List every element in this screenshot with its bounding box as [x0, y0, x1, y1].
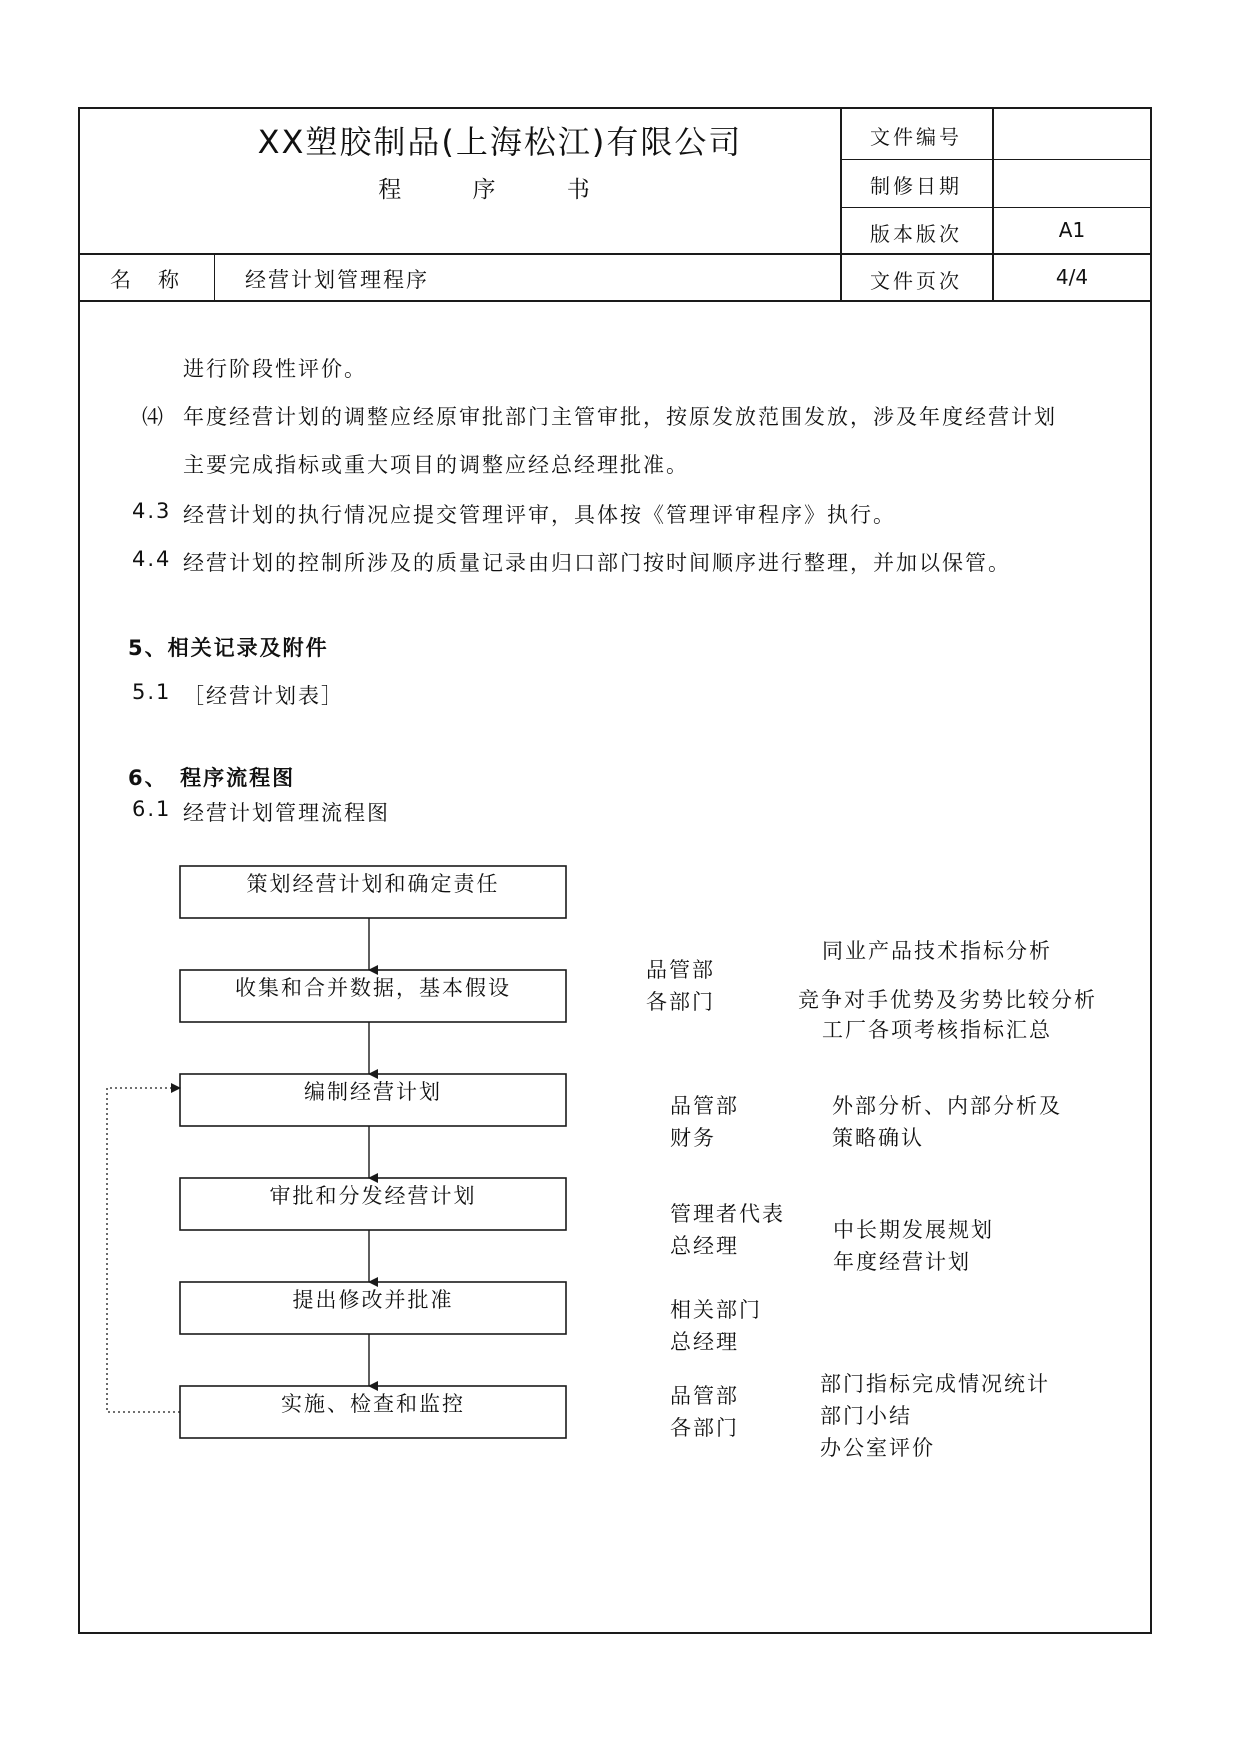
section-4-4-text: 经营计划的控制所涉及的质量记录由归口部门按时间顺序进行整理，并加以保管。 [183, 551, 1011, 575]
section-5-heading: 5、相关记录及附件 [128, 636, 329, 660]
flow-step-6: 实施、检查和监控 [281, 1392, 465, 1416]
page-number-value: 4/4 [1055, 265, 1089, 289]
output-3-line1: 中长期发展规划 [833, 1218, 994, 1242]
flow-step-2: 收集和合并数据，基本假设 [235, 976, 511, 1000]
output-2-line2: 策略确认 [832, 1126, 924, 1150]
page-number-label: 文件页次 [870, 269, 962, 293]
name-label: 名 称 [110, 268, 182, 292]
output-4-line3: 办公室评价 [820, 1436, 935, 1460]
section-6-1-number: 6.1 [132, 797, 172, 821]
version-label: 版本版次 [870, 222, 962, 246]
responsible-1-line2: 各部门 [646, 990, 715, 1014]
paragraph-continuation: 进行阶段性评价。 [183, 357, 367, 381]
version-value: A1 [1058, 218, 1086, 242]
name-value: 经营计划管理程序 [245, 268, 429, 292]
responsible-4-line2: 总经理 [670, 1330, 739, 1354]
revision-date-label: 制修日期 [870, 174, 962, 198]
section-6-heading: 6、 程序流程图 [128, 766, 296, 790]
responsible-4-line1: 相关部门 [670, 1298, 762, 1322]
company-name: XX塑胶制品(上海松江)有限公司 [257, 123, 743, 161]
output-1-line1: 同业产品技术指标分析 [822, 939, 1052, 963]
output-1-line2: 竞争对手优势及劣势比较分析 [798, 988, 1097, 1012]
responsible-2-line1: 品管部 [670, 1094, 739, 1118]
feedback-loop-arrow [107, 1088, 180, 1412]
section-5-1-text: ［经营计划表］ [183, 684, 344, 708]
responsible-3-line2: 总经理 [670, 1234, 739, 1258]
document-type: 程 序 书 [378, 177, 622, 203]
flow-step-3: 编制经营计划 [304, 1080, 442, 1104]
output-4-line2: 部门小结 [820, 1404, 912, 1428]
output-3-line2: 年度经营计划 [833, 1250, 971, 1274]
output-4-line1: 部门指标完成情况统计 [820, 1372, 1050, 1396]
item-4-line2: 主要完成指标或重大项目的调整应经总经理批准。 [183, 453, 689, 477]
section-4-4-number: 4.4 [132, 547, 172, 571]
doc-number-label: 文件编号 [870, 125, 962, 149]
responsible-1-line1: 品管部 [646, 958, 715, 982]
section-6-1-text: 经营计划管理流程图 [183, 801, 390, 825]
flow-step-1: 策划经营计划和确定责任 [246, 872, 500, 896]
responsible-2-line2: 财务 [670, 1126, 716, 1150]
item-4-number: ⑷ [142, 405, 165, 429]
responsible-3-line1: 管理者代表 [670, 1202, 785, 1226]
flow-step-4: 审批和分发经营计划 [269, 1184, 477, 1208]
output-1-line3: 工厂各项考核指标汇总 [822, 1018, 1052, 1042]
output-2-line1: 外部分析、内部分析及 [832, 1094, 1062, 1118]
responsible-5-line1: 品管部 [670, 1384, 739, 1408]
item-4-line1: 年度经营计划的调整应经原审批部门主管审批，按原发放范围发放，涉及年度经营计划 [183, 405, 1057, 429]
section-5-1-number: 5.1 [132, 680, 172, 704]
responsible-5-line2: 各部门 [670, 1416, 739, 1440]
section-4-3-number: 4.3 [132, 499, 172, 523]
flow-step-5: 提出修改并批准 [292, 1288, 454, 1312]
section-4-3-text: 经营计划的执行情况应提交管理评审，具体按《管理评审程序》执行。 [183, 503, 896, 527]
